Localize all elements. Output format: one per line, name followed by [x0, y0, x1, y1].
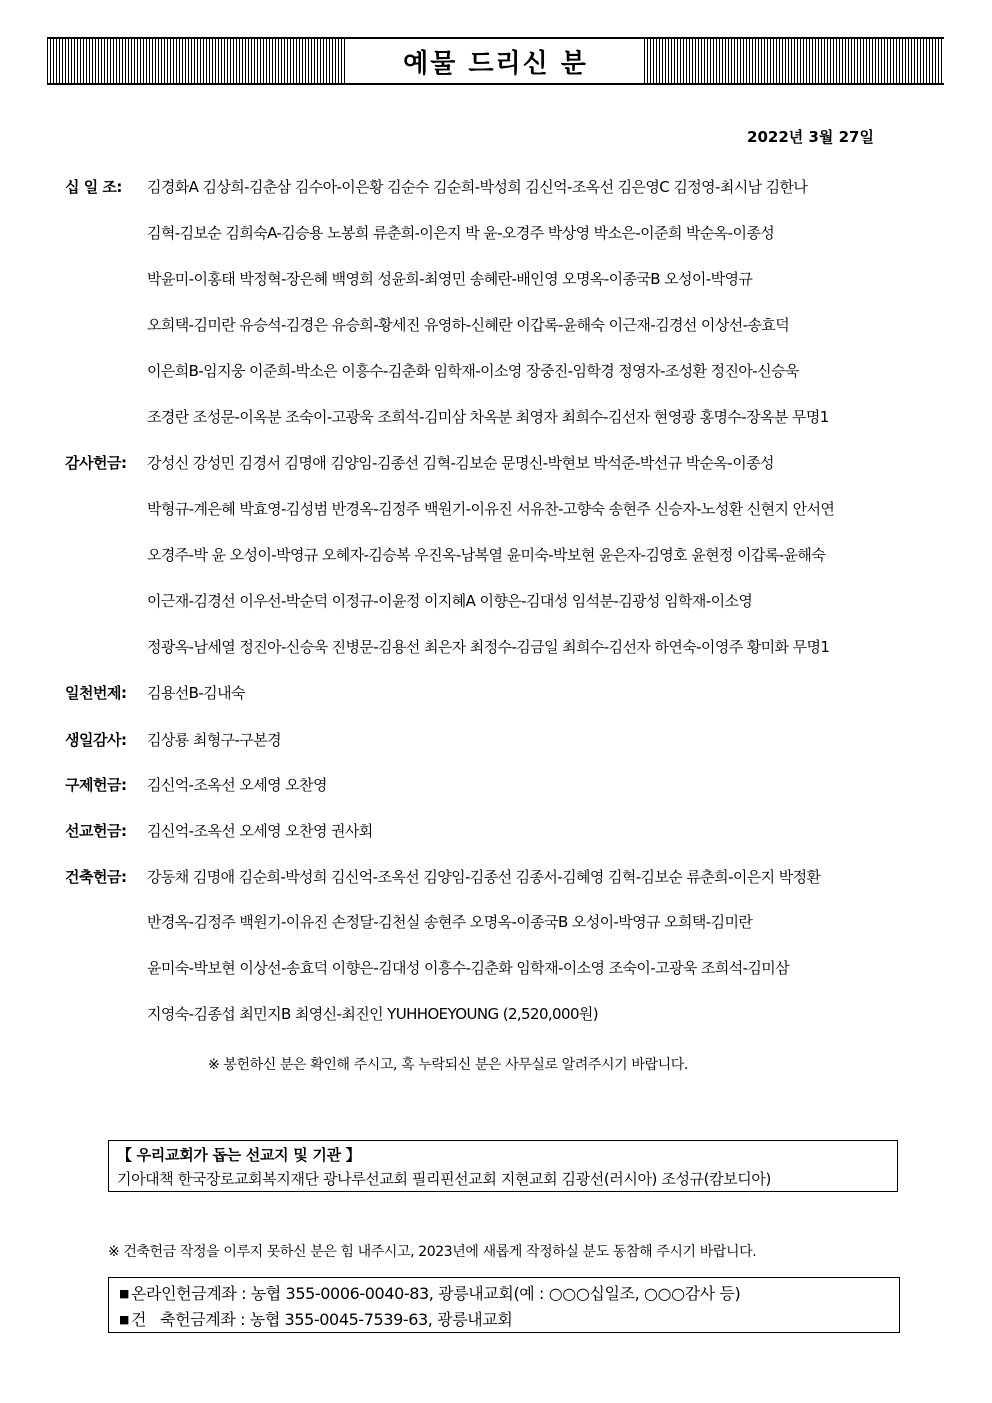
accounts-box — [108, 1277, 900, 1333]
section-label: 일천번제: — [65, 684, 127, 702]
online-account-text: 온라인헌금계좌 : 농협 355-0006-0040-83, 광릉내교회(예 : ○○○십일조, ○○○감사 등) — [131, 1284, 741, 1303]
section-label: 생일감사: — [65, 731, 127, 749]
name-line: 김용선B-김내숙 — [147, 684, 245, 702]
missions-list: 기아대책 한국장로교회복지재단 광나루선교회 필리핀선교회 지현교회 김광선(러시아) 조성규(캄보디아) — [117, 1170, 771, 1188]
name-line: 강동채 김명애 김순희-박성희 김신억-조옥선 김양임-김종선 김종서-김혜영 김혁-김보순 류춘희-이은지 박정환 — [147, 868, 821, 886]
building-account-text: 건 축헌금계좌 : 농협 355-0045-7539-63, 광릉내교회 — [131, 1310, 513, 1329]
missions-box — [108, 1140, 898, 1192]
section-label: 선교헌금: — [65, 822, 127, 840]
name-line: 정광옥-남세열 정진아-신승욱 진병문-김용선 최은자 최정수-김금일 최희수-김선자 하연숙-이영주 황미화 무명1 — [147, 638, 830, 656]
name-line: 김신억-조옥선 오세영 오찬영 권사회 — [147, 822, 373, 840]
section-label: 십 일 조: — [65, 178, 122, 196]
name-line: 박형규-계은혜 박효영-김성범 반경옥-김정주 백원기-이유진 서유찬-고향숙 송현주 신승자-노성환 신현지 안서연 — [147, 500, 835, 518]
bullet-square-icon: ■ — [119, 1287, 129, 1300]
bullet-square-icon: ■ — [119, 1313, 129, 1326]
name-line: 이은희B-임지웅 이준희-박소은 이흥수-김춘화 임학재-이소영 장중진-임학경 정영자-조성환 정진아-신승욱 — [147, 362, 799, 380]
name-line: 김혁-김보순 김희숙A-김승용 노봉희 류춘희-이은지 박 윤-오경주 박상영 박소은-이준희 박순옥-이종성 — [147, 224, 775, 242]
name-line: 강성신 강성민 김경서 김명애 김양임-김종선 김혁-김보순 문명신-박현보 박석준-박선규 박순옥-이종성 — [147, 454, 774, 472]
name-line: 김경화A 김상희-김춘삼 김수아-이은황 김순수 김순희-박성희 김신억-조옥선 김은영C 김정영-최시남 김한나 — [147, 178, 808, 196]
section-label: 구제헌금: — [65, 776, 127, 794]
title-box — [347, 39, 644, 83]
name-line: 오희택-김미란 유승석-김경은 유승희-황세진 유영하-신혜란 이갑록-윤해숙 이근재-김경선 이상선-송효덕 — [147, 316, 790, 334]
name-line: 지영숙-김종섭 최민지B 최영신-최진인 YUHHOEYOUNG (2,520,000원) — [147, 1005, 599, 1023]
check-notice: ※ 봉헌하신 분은 확인해 주시고, 혹 누락되신 분은 사무실로 알려주시기 바랍니다. — [208, 1057, 688, 1073]
name-line: 조경란 조성문-이옥분 조숙이-고광욱 조희석-김미삼 차옥분 최영자 최희수-김선자 현영광 홍명수-장옥분 무명1 — [147, 408, 829, 426]
section-label: 건축헌금: — [65, 868, 127, 886]
name-line: 김상룡 최형구-구본경 — [147, 731, 281, 749]
missions-heading: 【 우리교회가 돕는 선교지 및 기관 】 — [117, 1146, 361, 1164]
page-title: 예물 드리신 분 — [403, 48, 588, 79]
name-line: 이근재-김경선 이우선-박순덕 이정규-이윤정 이지혜A 이향은-김대성 임석분-김광성 임학재-이소영 — [147, 592, 753, 610]
name-line: 오경주-박 윤 오성이-박영규 오혜자-김승복 우진옥-남복열 윤미숙-박보현 윤은자-김영호 윤현정 이갑록-윤해숙 — [147, 546, 826, 564]
name-line: 김신억-조옥선 오세영 오찬영 — [147, 776, 327, 794]
building-notice: ※ 건축헌금 작정을 이루지 못하신 분은 힘 내주시고, 2023년에 새롭게 작정하실 분도 동참해 주시기 바랍니다. — [108, 1244, 757, 1260]
name-line: 반경옥-김정주 백원기-이유진 손정달-김천실 송현주 오명옥-이종국B 오성이-박영규 오희택-김미란 — [147, 913, 753, 931]
name-line: 윤미숙-박보현 이상선-송효덕 이향은-김대성 이흥수-김춘화 임학재-이소영 조숙이-고광욱 조희석-김미삼 — [147, 959, 790, 977]
title-banner — [47, 37, 944, 85]
building-account — [119, 1307, 512, 1330]
online-account — [119, 1281, 740, 1304]
section-label: 감사헌금: — [65, 454, 127, 472]
name-line: 박윤미-이홍태 박정혁-장은혜 백영희 성윤희-최영민 송혜란-배인영 오명옥-이종국B 오성이-박영규 — [147, 270, 753, 288]
bulletin-date: 2022년 3월 27일 — [747, 128, 874, 146]
